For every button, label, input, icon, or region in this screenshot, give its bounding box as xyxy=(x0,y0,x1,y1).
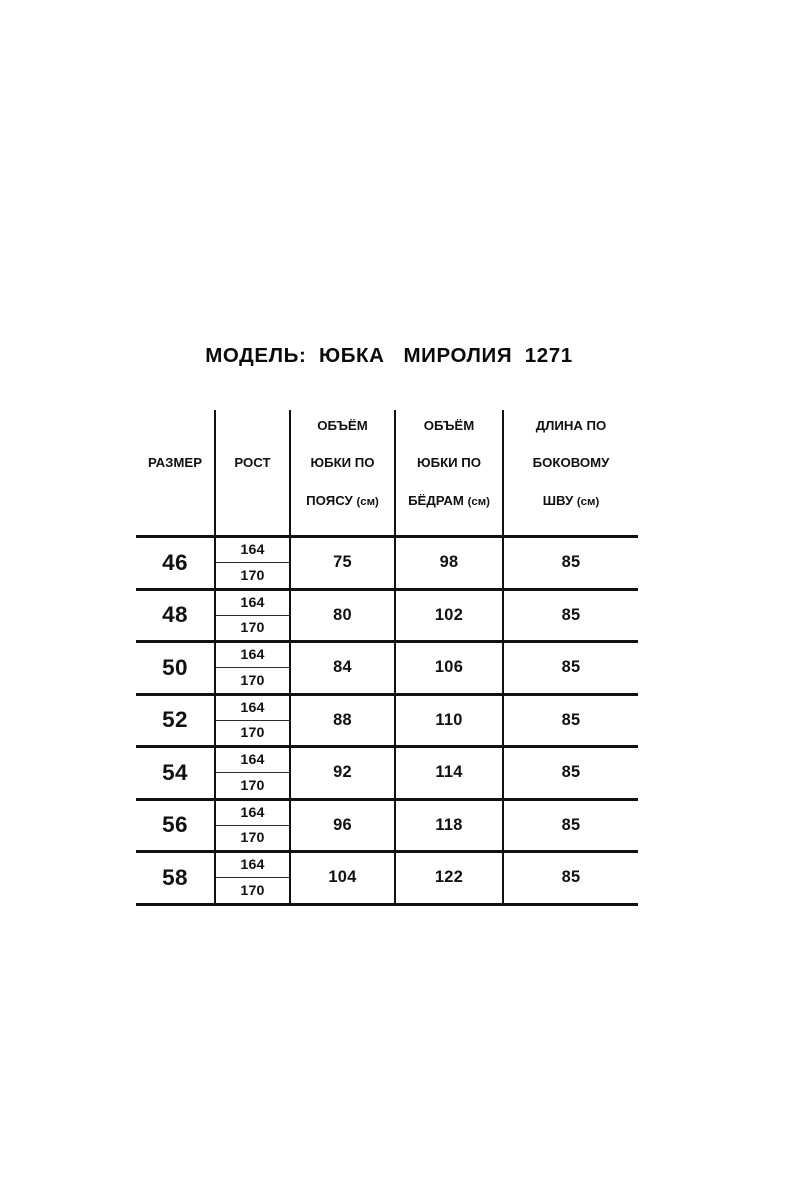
cell-height xyxy=(215,747,290,800)
height-stack xyxy=(216,748,289,798)
column-header-length-unit: (см) xyxy=(576,495,600,508)
column-header-size-line-1: РАЗМЕР xyxy=(148,455,202,471)
cell-hips: 106 xyxy=(395,642,503,695)
cell-height xyxy=(215,799,290,852)
cell-length: 85 xyxy=(503,747,638,800)
table-row xyxy=(136,799,638,852)
column-header-length-line-2: БОКОВОМУ xyxy=(532,455,610,471)
size-table xyxy=(136,398,638,906)
table-row xyxy=(136,694,638,747)
cell-hips: 114 xyxy=(395,747,503,800)
height-value-170: 170 xyxy=(240,620,265,637)
column-header-waist-unit: (см) xyxy=(356,495,379,508)
column-header-waist-line-3 xyxy=(293,492,392,511)
cell-length: 85 xyxy=(503,799,638,852)
height-value-170: 170 xyxy=(240,777,265,794)
cell-size: 46 xyxy=(136,537,215,590)
size-chart-sheet xyxy=(136,344,638,906)
cell-size: 48 xyxy=(136,589,215,642)
column-header-hips-unit: (см) xyxy=(467,495,490,508)
height-value-164: 164 xyxy=(216,696,289,721)
cell-waist: 80 xyxy=(290,589,395,642)
cell-hips: 98 xyxy=(395,537,503,590)
cell-hips: 102 xyxy=(395,589,503,642)
column-header-hips-line-3-text: БЁДРАМ xyxy=(408,492,464,508)
cell-hips: 110 xyxy=(395,694,503,747)
height-value-164: 164 xyxy=(216,591,289,616)
cell-size: 58 xyxy=(136,852,215,905)
cell-hips: 118 xyxy=(395,799,503,852)
height-value-164: 164 xyxy=(216,853,289,878)
height-stack xyxy=(216,643,289,693)
table-body xyxy=(136,537,638,905)
column-header-waist xyxy=(290,398,395,537)
column-header-hips xyxy=(395,398,503,537)
cell-waist: 84 xyxy=(290,642,395,695)
column-header-hips-line-1: ОБЪЁМ xyxy=(423,417,475,433)
cell-length: 85 xyxy=(503,589,638,642)
column-header-size xyxy=(136,398,215,537)
cell-waist: 96 xyxy=(290,799,395,852)
cell-hips: 122 xyxy=(395,852,503,905)
cell-length: 85 xyxy=(503,642,638,695)
height-stack xyxy=(216,538,289,588)
height-value-170: 170 xyxy=(240,567,265,584)
cell-length: 85 xyxy=(503,537,638,590)
cell-waist: 88 xyxy=(290,694,395,747)
height-value-170: 170 xyxy=(240,830,265,847)
height-value-164: 164 xyxy=(216,748,289,773)
table-row xyxy=(136,589,638,642)
column-header-waist-line-3-text: ПОЯСУ xyxy=(306,492,353,508)
cell-size: 52 xyxy=(136,694,215,747)
cell-length: 85 xyxy=(503,852,638,905)
cell-length: 85 xyxy=(503,694,638,747)
column-header-length xyxy=(503,398,638,537)
cell-waist: 92 xyxy=(290,747,395,800)
height-stack xyxy=(216,591,289,641)
column-header-hips-line-2: ЮБКИ ПО xyxy=(416,455,481,471)
table-header xyxy=(136,398,638,537)
table-header-row xyxy=(136,398,638,537)
height-value-164: 164 xyxy=(216,538,289,563)
height-value-170: 170 xyxy=(240,672,265,689)
table-row xyxy=(136,852,638,905)
height-value-170: 170 xyxy=(240,725,265,742)
height-value-170: 170 xyxy=(240,882,265,899)
column-header-height xyxy=(215,398,290,537)
cell-height xyxy=(215,642,290,695)
page-title: МОДЕЛЬ: ЮБКА МИРОЛИЯ 1271 xyxy=(205,344,573,367)
height-stack xyxy=(216,853,289,903)
column-header-waist-line-2: ЮБКИ ПО xyxy=(310,455,375,471)
column-header-height-line-1: РОСТ xyxy=(234,455,271,471)
table-row xyxy=(136,642,638,695)
column-header-length-line-1: ДЛИНА ПО xyxy=(535,417,607,433)
column-header-hips-line-3 xyxy=(398,492,500,511)
cell-waist: 104 xyxy=(290,852,395,905)
table-row xyxy=(136,537,638,590)
cell-height xyxy=(215,589,290,642)
cell-size: 56 xyxy=(136,799,215,852)
height-stack xyxy=(216,801,289,851)
height-stack xyxy=(216,696,289,746)
cell-waist: 75 xyxy=(290,537,395,590)
column-header-length-line-3-text: ШВУ xyxy=(542,492,574,508)
height-value-164: 164 xyxy=(216,801,289,826)
cell-height xyxy=(215,694,290,747)
column-header-waist-line-1: ОБЪЁМ xyxy=(317,417,368,433)
cell-size: 50 xyxy=(136,642,215,695)
column-header-length-line-3 xyxy=(506,492,636,511)
cell-size: 54 xyxy=(136,747,215,800)
cell-height xyxy=(215,537,290,590)
height-value-164: 164 xyxy=(216,643,289,668)
cell-height xyxy=(215,852,290,905)
table-row xyxy=(136,747,638,800)
